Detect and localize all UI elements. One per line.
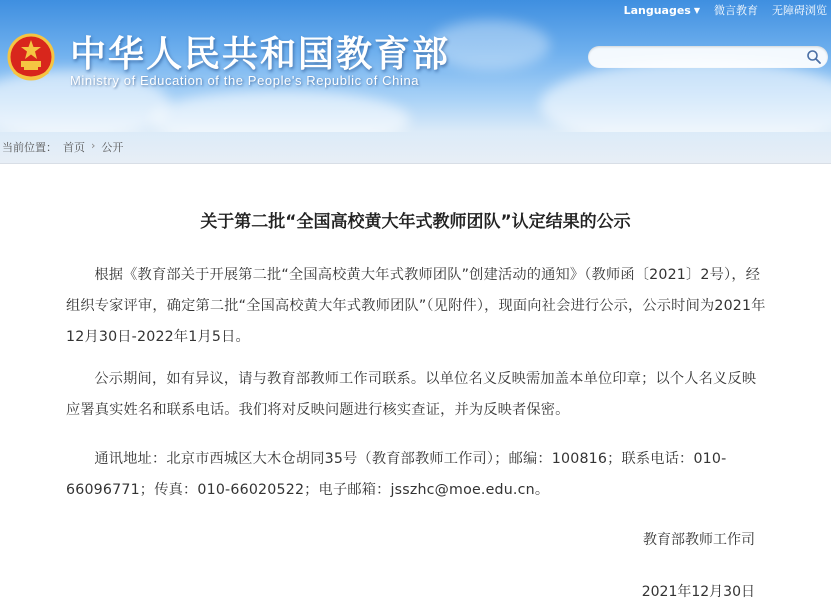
article-date: 2021年12月30日 xyxy=(641,584,755,600)
header-cloud xyxy=(540,60,831,132)
article-paragraph-2: 公示期间，如有异议，请与教育部教师工作司联系。以单位名义反映需加盖本单位印章；以个人名义反映应署真实姓名和联系电话。我们将对反映问题进行核实查证，并为反映者保密。 xyxy=(66,371,757,418)
header-cloud xyxy=(150,90,410,132)
top-links xyxy=(624,2,827,18)
breadcrumb xyxy=(0,132,831,162)
article-paragraph-3: 通讯地址：北京市西城区大木仓胡同35号（教育部教师工作司）；邮编：100816；联系电话：010-66096771；传真：010-66020522；电子邮箱：jsszhc@moe.edu.cn。 xyxy=(66,451,727,498)
search-icon[interactable] xyxy=(806,49,822,65)
breadcrumb-current[interactable]: 公开 xyxy=(101,141,124,154)
accessibility-link[interactable]: 无障碍浏览 xyxy=(772,4,827,17)
site-title-cn[interactable]: 中华人民共和国教育部 xyxy=(70,33,451,75)
article-content xyxy=(0,163,831,604)
site-header xyxy=(0,0,831,132)
languages-menu[interactable] xyxy=(624,4,700,17)
weiyan-link[interactable]: 微言教育 xyxy=(714,4,758,17)
chevron-down-icon: ▼ xyxy=(693,5,700,15)
breadcrumb-home[interactable]: 首页 xyxy=(63,141,85,154)
search-input[interactable] xyxy=(588,46,828,68)
breadcrumb-separator: › xyxy=(91,139,96,152)
article-paragraph-1: 根据《教育部关于开展第二批“全国高校黄大年式教师团队”创建活动的通知》（教师函〔2021〕2号），经组织专家评审，确定第二批“全国高校黄大年式教师团队”（见附件），现面向社会进行公示，公示时间为2021年12月30日-2022年1月5日。 xyxy=(66,267,766,345)
breadcrumb-label: 当前位置： xyxy=(2,141,57,154)
languages-label: Languages xyxy=(623,3,691,17)
emblem-icon xyxy=(6,32,56,84)
article-signature: 教育部教师工作司 xyxy=(643,532,755,548)
article-title: 关于第二批“全国高校黄大年式教师团队”认定结果的公示 xyxy=(200,212,631,232)
site-title-en[interactable]: Ministry of Education of the People's Republic of China xyxy=(70,73,420,88)
